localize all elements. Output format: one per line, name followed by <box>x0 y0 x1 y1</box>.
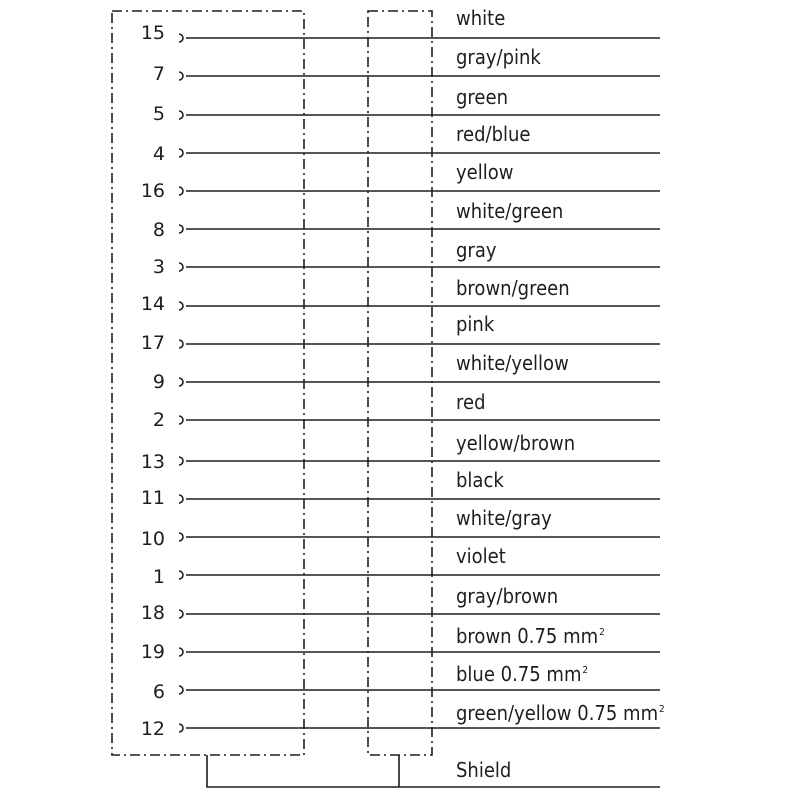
wire-color-label <box>456 85 508 109</box>
wire-color-text: yellow/brown <box>456 431 576 455</box>
wire-color-label <box>456 584 558 608</box>
pin-number: 1 <box>152 566 165 588</box>
unit-superscript: 2 <box>582 665 589 676</box>
wire-color-label <box>456 659 588 686</box>
wire-color-text: green/yellow 0.75 mm <box>456 701 659 725</box>
wire-color-text: gray/brown <box>456 584 559 608</box>
wire-color-text: blue 0.75 mm <box>456 662 582 686</box>
wire-color-label <box>456 506 552 530</box>
wire-color-text: white <box>456 6 506 30</box>
shield-label: Shield <box>456 758 512 782</box>
pin-number: 14 <box>140 293 165 315</box>
wire-color-label <box>456 390 486 414</box>
wire-color-text: violet <box>456 544 506 568</box>
wire-color-label <box>456 199 563 223</box>
wire-color-label <box>456 468 504 492</box>
pin-number: 8 <box>152 219 165 241</box>
wire-color-text: gray/pink <box>456 45 541 69</box>
pin-number: 10 <box>140 528 165 550</box>
wire-color-text: red/blue <box>456 122 531 146</box>
pin-number: 19 <box>140 641 165 663</box>
wire-color-text: brown/green <box>456 276 570 300</box>
pin-number: 6 <box>152 681 165 703</box>
wire-color-text: white/yellow <box>456 351 569 375</box>
pin-number: 15 <box>140 22 165 44</box>
wire-color-label <box>456 276 570 300</box>
wire-color-label <box>456 312 494 336</box>
wire-color-label <box>456 122 530 146</box>
pin-number: 11 <box>140 487 165 509</box>
pin-number: 13 <box>140 451 165 473</box>
unit-superscript: 2 <box>599 627 605 638</box>
wire-color-text: black <box>456 468 504 492</box>
wire-color-label <box>456 431 575 455</box>
wire-color-text: pink <box>456 312 495 336</box>
pin-number: 3 <box>152 256 165 278</box>
pin-number: 18 <box>140 602 165 624</box>
wire-color-text: white/green <box>456 199 564 223</box>
wire-color-text: red <box>456 390 486 414</box>
pin-number: 2 <box>152 409 165 431</box>
wire-color-label <box>456 621 605 648</box>
wire-color-label <box>456 351 569 375</box>
wire-color-text: white/gray <box>456 506 552 530</box>
pin-number: 17 <box>140 332 165 354</box>
wire-color-label <box>456 544 506 568</box>
wire-color-label <box>456 238 497 262</box>
wire-color-label <box>456 698 665 725</box>
wire-color-text: gray <box>456 238 497 262</box>
wire-color-text: brown 0.75 mm <box>456 624 599 648</box>
pin-number: 5 <box>152 103 165 125</box>
pin-number: 16 <box>140 180 165 202</box>
wire-color-label <box>456 45 541 69</box>
unit-superscript: 2 <box>659 704 665 715</box>
pin-number: 7 <box>152 63 165 85</box>
wire-color-text: green <box>456 85 508 109</box>
pin-number: 4 <box>152 143 165 165</box>
pin-number: 9 <box>152 371 165 393</box>
wire-color-label <box>456 160 513 184</box>
pin-number: 12 <box>140 718 165 740</box>
wire-color-text: yellow <box>456 160 514 184</box>
wire-color-label <box>456 6 505 30</box>
